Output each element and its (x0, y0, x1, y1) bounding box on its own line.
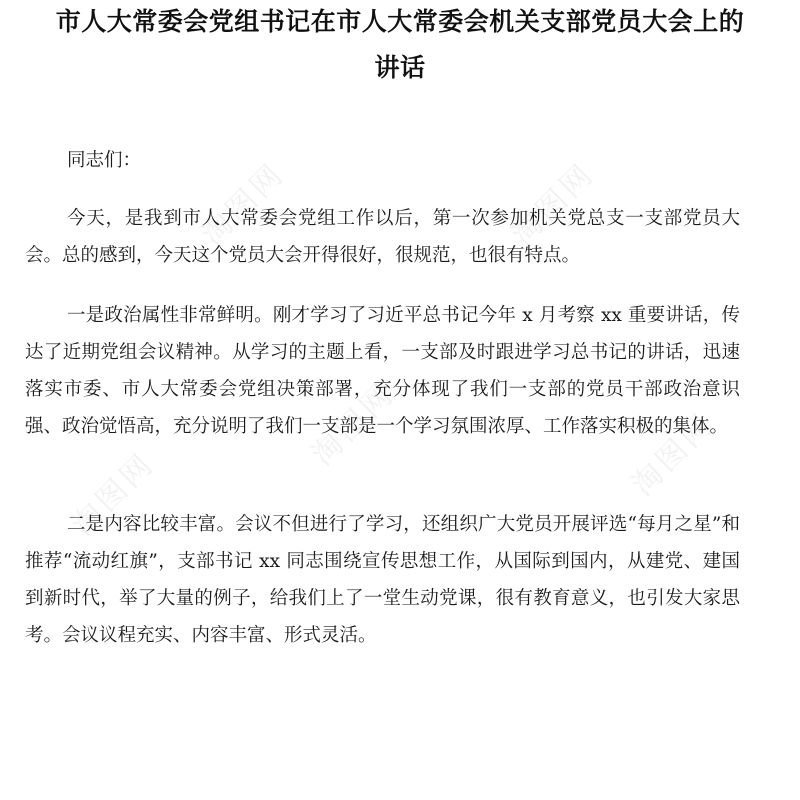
watermark: 淘图网 (505, 156, 602, 253)
document-title-line2: 讲话 (374, 53, 426, 82)
paragraph-2: 一是政治属性非常鲜明。刚才学习了习近平总书记今年 x 月考察 xx 重要讲话，传达了近期党组会议精神。从学习的主题上看，一支部及时跟进学习总书记的讲话，迅速落实市委、市人大常委会党组决策部署，充分体现了我们一支部的党员干部政治意识强、政治觉悟高，充分说明了我们一支部是一个学习氛围浓厚、工作落实积极的集体。 (25, 305, 740, 437)
watermark: 淘图网 (305, 376, 402, 473)
paragraph-3: 二是内容比较丰富。会议不但进行了学习，还组织广大党员开展评选“每月之星”和推荐“流动红旗”，支部书记 xx 同志围绕宣传思想工作，从国际到国内，从建党、建国到新时代，举了大量的例子，给我们上了一堂生动党课，很有教育意义，也引发大家思考。会议议程充实、内容丰富、形式灵活。 (25, 514, 740, 646)
salutation: 同志们： (67, 150, 142, 171)
watermark: 淘图网 (625, 406, 722, 503)
paragraph-1: 今天，是我到市人大常委会党组工作以后，第一次参加机关党总支一支部党员大会。总的感到，今天这个党员大会开得很好，很规范，也很有特点。 (25, 208, 740, 266)
document-title-line1: 市人大常委会党组书记在市人大常委会机关支部党员大会上的 (55, 7, 745, 36)
watermark: 淘图网 (65, 446, 162, 543)
watermark: 淘图网 (195, 156, 292, 253)
